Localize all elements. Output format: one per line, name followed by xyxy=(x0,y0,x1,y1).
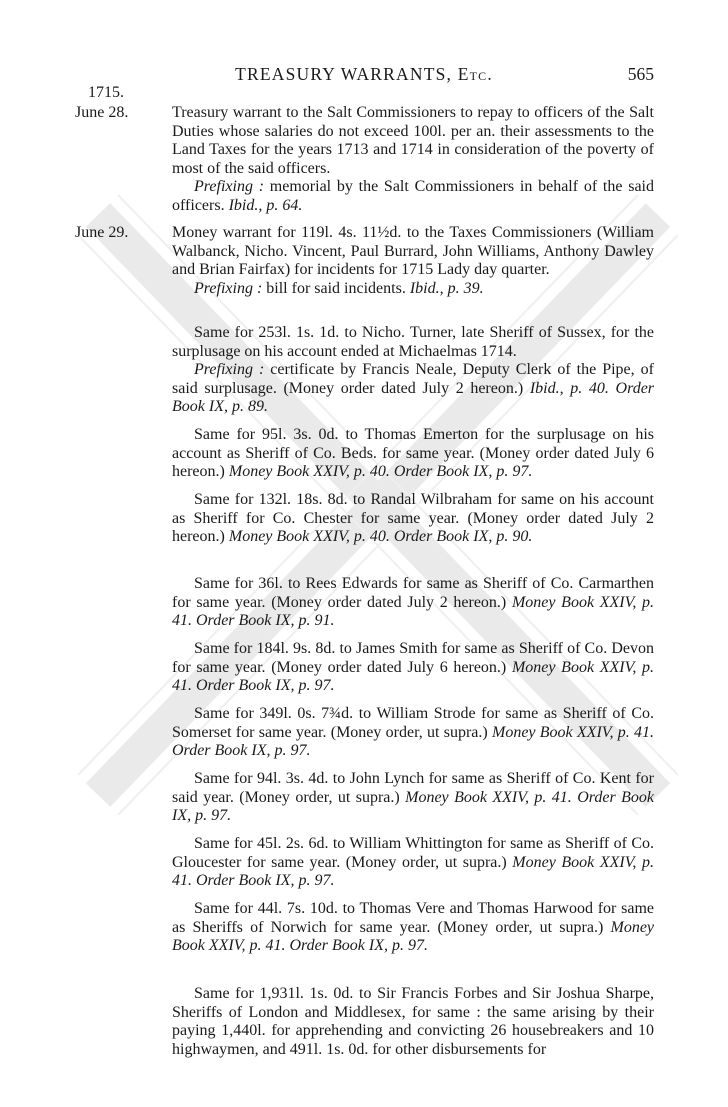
prefix-text: bill for said incidents. xyxy=(266,279,406,297)
entry-text: Same for 95l. 3s. 0d. to Thomas Emerton for the surplusage on his account as Sheriff of Co. Beds. for same year. (Money order dated July 6 hereon.) xyxy=(172,426,654,480)
prefix-text: memorial by the Salt Commissioners in behalf of the said officers. xyxy=(172,178,654,214)
entry-text: Treasury warrant to the Salt Commissioners to repay to officers of the Salt Duties whose salaries do not exceed 100l. per an. their assessments to the Land Taxes for the years 1713 and 1714 in consideration of the poverty of most of the said officers. xyxy=(172,104,654,177)
prefix-label: Prefixing : xyxy=(194,279,263,297)
list-item xyxy=(172,640,654,696)
prefix-label: Prefixing : xyxy=(194,361,265,378)
date-label: June 29. xyxy=(75,224,129,241)
entry-text: Same for 44l. 7s. 10d. to Thomas Vere and Thomas Harwood for same as Sheriffs of Norwich for same year. (Money order, ut supra.) xyxy=(172,900,654,936)
reference: Money Book XXIV, p. 41. xyxy=(172,593,655,629)
reference: Money Book XXIV, p. 40. xyxy=(228,463,390,480)
entry-text: Same for 132l. 18s. 8d. to Randal Wilbraham for same on his account as Sheriff for Co. Chester for same year. (Money order dated July 2 hereon.) xyxy=(172,491,654,545)
list-item xyxy=(172,705,654,761)
reference: Order Book IX, p. 97. xyxy=(196,677,335,694)
reference: Money Book XXIV, p. 41. xyxy=(172,918,655,954)
reference: Money Book XXIV, p. 41. xyxy=(405,788,572,806)
reference: Money Book XXIV, p. 41. xyxy=(172,658,655,694)
page-title: TREASURY WARRANTS, Etc. xyxy=(235,64,493,84)
entry-text: Same for 1,931l. 1s. 0d. to Sir Francis Forbes and Sir Joshua Sharpe, Sheriffs of London and Middlesex, for same : the same arising by their paying 1,440l. for apprehending and convicting 26 housebreakers and 10 highwaymen, and 491l. 1s. 0d. for other disbursements for xyxy=(172,985,654,1058)
reference: Order Book IX, p. 97. xyxy=(393,463,533,480)
entry-text: Money warrant for 119l. 4s. 11½d. to the Taxes Commissioners (William Walbanck, Nicho. Vincent, Paul Burrard, John Williams, Anthony Dawley and Brian Fairfax) for incidents for 1715 Lady day quarter. xyxy=(172,224,654,278)
list-item xyxy=(172,224,654,298)
entry-text: Same for 184l. 9s. 8d. to James Smith for same as Sheriff of Co. Devon for same year. (Money order dated July 6 hereon.) xyxy=(172,640,654,676)
entry-text: Same for 36l. to Rees Edwards for same as Sheriff of Co. Carmarthen for same year. (Money order dated July 2 hereon.) xyxy=(172,575,654,611)
reference: Order Book IX, p. 97. xyxy=(172,788,655,824)
reference: Order Book IX, p. 97. xyxy=(289,937,428,954)
year-label: 1715. xyxy=(88,84,124,101)
list-item xyxy=(172,835,654,891)
date-label: June 28. xyxy=(75,104,129,121)
entry-text: Same for 349l. 0s. 7¾d. to William Strode for same as Sheriff of Co. Somerset for same year. (Money order, ut supra.) xyxy=(172,705,654,741)
entry-text: Same for 94l. 3s. 4d. to John Lynch for same as Sheriff of Co. Kent for said year. (Money order, ut supra.) xyxy=(172,770,654,806)
reference: Money Book XXIV, p. 40. xyxy=(228,528,390,545)
reference: Ibid., p. 40. xyxy=(529,379,609,397)
list-item xyxy=(172,900,654,956)
reference: Order Book IX, p. 90. xyxy=(393,528,533,545)
reference: Ibid., p. 39. xyxy=(409,279,484,297)
list-item xyxy=(172,985,654,1059)
list-item xyxy=(172,491,654,547)
entry-text: Same for 45l. 2s. 6d. to William Whittington for same as Sheriff of Co. Gloucester for same year. (Money order, ut supra.) xyxy=(172,835,654,871)
list-item xyxy=(172,575,654,631)
list-item xyxy=(172,104,654,215)
list-item xyxy=(172,426,654,482)
prefix-label: Prefixing : xyxy=(194,178,265,195)
reference: Ibid., p. 64. xyxy=(228,196,303,214)
reference: Order Book IX, p. 91. xyxy=(196,612,335,629)
list-item xyxy=(172,324,654,417)
reference: Money Book XXIV, p. 41. xyxy=(172,853,655,889)
list-item xyxy=(172,770,654,826)
prefix-text: certificate by Francis Neale, Deputy Clerk of the Pipe, of said surplusage. (Money order dated July 2 hereon.) xyxy=(172,361,654,397)
reference: Order Book IX, p. 89. xyxy=(172,379,655,415)
entry-text: Same for 253l. 1s. 1d. to Nicho. Turner, late Sheriff of Sussex, for the surplusage on his account ended at Michaelmas 1714. xyxy=(172,324,654,360)
page-number: 565 xyxy=(627,64,654,84)
reference: Money Book XXIV, p. 41. xyxy=(491,723,654,741)
reference: Order Book IX, p. 97. xyxy=(172,742,311,759)
reference: Order Book IX, p. 97. xyxy=(196,872,335,889)
